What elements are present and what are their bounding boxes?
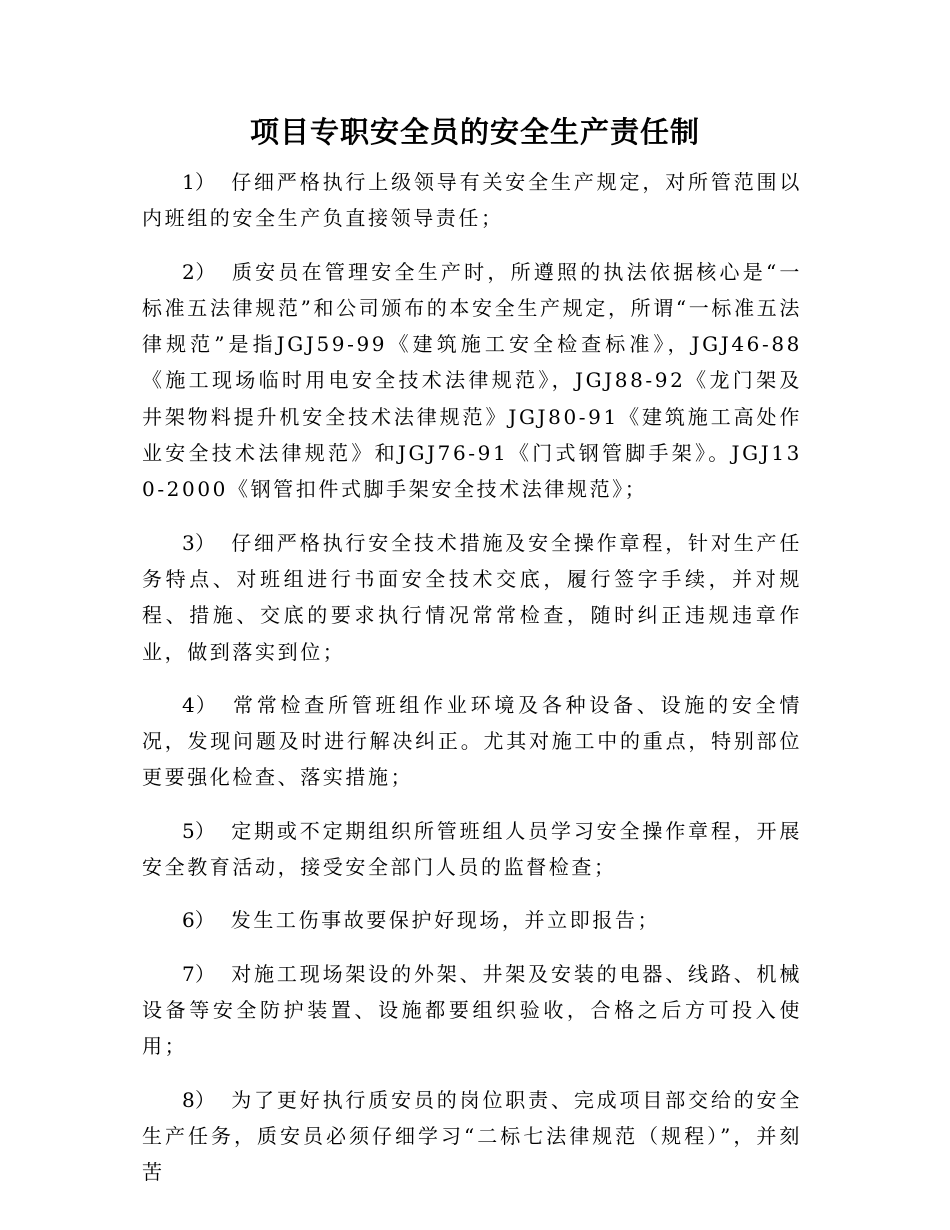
paragraph-5 xyxy=(142,813,802,886)
paragraph-number: 7） xyxy=(182,961,216,986)
document-title: 项目专职安全员的安全生产责任制 xyxy=(249,115,700,149)
paragraph-6 xyxy=(142,902,802,938)
paragraph-3 xyxy=(142,525,802,670)
paragraph-number: 6） xyxy=(182,908,215,933)
paragraph-text: 质安员在管理安全生产时，所遵照的执法依据核心是“一标准五法律规范”和公司颁布的本安全生产规定，所谓“一标准五法律规范”是指JGJ59-99《建筑施工安全检查标准》，JGJ46-88《施工现场临时用电安全技术法律规范》，JGJ88-92《龙门架及井架物料提升机安全技术法律规范》JGJ80-91《建筑施工高处作业安全技术法律规范》和JGJ76-91《门式钢管脚手架》。JGJ130-2000《钢管扣件式脚手架安全技术法律规范》； xyxy=(142,259,802,502)
paragraph-text: 对施工现场架设的外架、井架及安装的电器、线路、机械设备等安全防护装置、设施都要组织验收，合格之后方可投入使用； xyxy=(142,961,803,1059)
paragraph-text: 仔细严格执行安全技术措施及安全操作章程，针对生产任务特点、对班组进行书面安全技术交底，履行签字手续，并对规程、措施、交底的要求执行情况常常检查，随时纠正违规违章作业，做到落实到位； xyxy=(142,530,803,664)
paragraph-number: 2） xyxy=(182,259,216,284)
paragraph-4 xyxy=(142,687,802,796)
paragraph-text: 仔细严格执行上级领导有关安全生产规定，对所管范围以内班组的安全生产负直接领导责任； xyxy=(142,170,803,231)
paragraph-number: 5） xyxy=(182,818,216,843)
paragraph-number: 4） xyxy=(182,692,218,717)
paragraph-1 xyxy=(142,164,802,237)
paragraph-text: 发生工伤事故要保护好现场，并立即报告； xyxy=(230,908,661,933)
paragraph-number: 3） xyxy=(182,530,216,555)
paragraph-7 xyxy=(142,956,802,1065)
paragraph-text: 为了更好执行质安员的岗位职责、完成项目部交给的安全生产任务，质安员必须仔细学习“二标七法律规范（规程）”，并刻苦 xyxy=(142,1087,803,1185)
paragraph-2 xyxy=(142,254,802,508)
paragraph-8 xyxy=(142,1082,802,1191)
paragraph-number: 8） xyxy=(182,1087,216,1112)
paragraph-text: 常常检查所管班组作业环境及各种设备、设施的安全情况，发现问题及时进行解决纠正。尤其对施工中的重点，特别部位更要强化检查、落实措施； xyxy=(142,692,802,790)
paragraph-text: 定期或不定期组织所管班组人员学习安全操作章程，开展安全教育活动，接受安全部门人员的监督检查； xyxy=(142,818,803,880)
document-body xyxy=(142,164,802,1207)
paragraph-number: 1） xyxy=(182,170,216,194)
